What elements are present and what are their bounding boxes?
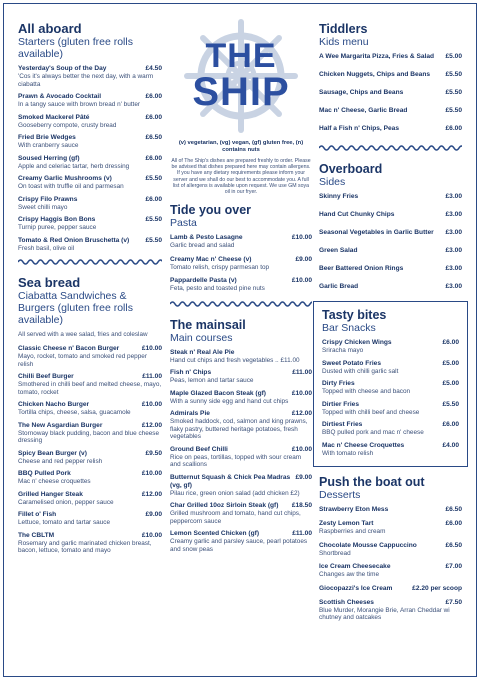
section-title: Sea bread	[18, 275, 81, 290]
menu-item-name-row	[18, 175, 162, 183]
wave-divider	[170, 299, 312, 308]
menu-item	[170, 277, 312, 293]
menu-item-name-row	[319, 125, 462, 133]
menu-item-name-row	[18, 65, 162, 73]
wave-divider	[319, 143, 462, 152]
menu-item	[319, 107, 462, 115]
column-right	[319, 22, 462, 628]
section-subtitle: Pasta	[170, 217, 197, 230]
menu-item-price: £9.00	[145, 511, 162, 519]
menu-item	[170, 502, 312, 525]
menu-item-name: Smoked Mackerel Pâté	[18, 113, 90, 121]
menu-item-name-row	[18, 237, 162, 245]
menu-item	[319, 53, 462, 61]
menu-item-name-row	[319, 53, 462, 61]
menu-item-name: Scottish Cheeses	[319, 598, 374, 606]
menu-item-name-row	[319, 229, 462, 237]
menu-item-name: Maple Glazed Bacon Steak (gf)	[170, 389, 266, 397]
menu-item	[322, 421, 459, 437]
menu-item-price: £10.00	[141, 401, 162, 409]
menu-item	[18, 422, 162, 445]
menu-item-name-row	[18, 470, 162, 478]
menu-item-description: Dusted with chilli garlic salt	[322, 367, 399, 375]
menu-item	[170, 446, 312, 469]
column-left	[18, 22, 162, 560]
menu-item-name: BBQ Pulled Pork	[18, 470, 71, 478]
menu-item-description: On toast with truffle oil and parmesan	[18, 183, 124, 190]
menu-item-price: £11.00	[142, 373, 162, 381]
menu-item-description: Grilled mushroom and tomato, hand cut chips, peppercorn sauce	[170, 510, 301, 525]
menu-item-name-row	[18, 155, 162, 163]
section-title: All aboard	[18, 21, 82, 36]
menu-item	[170, 234, 312, 250]
section-subtitle: Desserts	[319, 489, 361, 501]
menu-item-name-row	[18, 373, 162, 381]
menu-item	[170, 410, 312, 441]
menu-item-price: £6.00	[442, 421, 459, 428]
menu-item-name: Lemon Scented Chicken (gf)	[170, 530, 260, 538]
menu-item-price: £6.00	[445, 125, 462, 132]
menu-item	[18, 237, 162, 253]
menu-item-name: Grilled Hanger Steak	[18, 490, 83, 498]
menu-item-price: £12.00	[141, 421, 162, 429]
menu-item-price: £12.00	[291, 410, 312, 418]
section-subtitle: Starters (gluten free rolls available)	[18, 36, 133, 60]
menu-item-name: Half a Fish n' Chips, Peas	[319, 125, 399, 132]
section-subtitle: Ciabatta Sandwiches & Burgers (gluten free rolls available)	[18, 290, 133, 326]
wave-icon	[319, 143, 462, 152]
menu-item-price: £5.50	[445, 71, 462, 78]
menu-item-name: A Wee Margarita Pizza, Fries & Salad	[319, 53, 435, 60]
menu-item-name: Lamb & Pesto Lasagne	[170, 234, 243, 242]
menu-item-price: £3.00	[445, 211, 462, 218]
menu-item-description: Tomato relish, crispy parmesan top	[170, 263, 270, 271]
menu-item	[319, 89, 462, 97]
menu-item-price: £10.00	[291, 234, 312, 242]
menu-item-description: Caramelised onion, pepper sauce	[18, 498, 114, 506]
menu-item-name-row	[170, 349, 312, 357]
menu-item-name-row	[322, 401, 459, 409]
dietary-legend: (v) vegetarian, (vg) vegan, (gf) gluten free, (n) contains nuts	[178, 140, 304, 153]
menu-item-name: Dirty Fries	[322, 380, 355, 387]
menu-item-name-row	[170, 256, 312, 264]
menu-item-description: Rosemary and garlic marinated chicken breast, bacon, lettuce, tomato and mayo	[18, 539, 152, 555]
menu-item	[170, 256, 312, 272]
menu-item-price: £5.50	[445, 107, 462, 114]
menu-item-name: Soused Herring (gf)	[18, 154, 80, 162]
menu-item-name-row	[18, 450, 162, 458]
menu-item-description: Tortilla chips, cheese, salsa, guacamole	[18, 409, 131, 417]
menu-item-name-row	[319, 585, 462, 593]
menu-item-description: Smoked haddock, cod, salmon and king prawns, flaky pastry, buttered heritage potatoes, fresh vegetables	[170, 418, 308, 441]
menu-item-price: £10.00	[291, 445, 312, 453]
menu-item-name-row	[170, 410, 312, 418]
menu-item-description: Stornoway black pudding, bacon and blue cheese dressing	[18, 429, 160, 445]
menu-item-name: Dirtiest Fries	[322, 421, 363, 428]
menu-item-name-row	[170, 390, 312, 398]
menu-item-description: Feta, pesto and toasted pine nuts	[170, 285, 265, 293]
menu-item-price: £18.50	[291, 502, 312, 510]
menu-item-name: Chocolate Mousse Cappuccino	[319, 541, 417, 549]
menu-item-description: Apple and celeriac tartar, herb dressing	[18, 162, 130, 170]
menu-item-description: Gooseberry compote, crusty bread	[18, 121, 117, 129]
menu-item-price: £3.00	[445, 247, 462, 254]
menu-item-name: Strawberry Eton Mess	[319, 506, 389, 513]
tasty-bites-box	[313, 301, 468, 467]
menu-item-price: £7.00	[445, 563, 462, 570]
menu-item	[319, 247, 462, 255]
menu-item	[18, 114, 162, 130]
menu-item	[319, 542, 462, 558]
section-subtitle: Sides	[319, 176, 346, 188]
menu-item-name-row	[319, 107, 462, 115]
menu-item-price: £10.00	[141, 345, 162, 353]
menu-item-name: Spicy Bean Burger (v)	[18, 449, 87, 457]
section-title: Push the boat out	[319, 475, 425, 489]
menu-item-name: Giocopazzi's Ice Cream	[319, 584, 393, 592]
section-note: All served with a wee salad, fries and coleslaw	[18, 331, 148, 338]
menu-item-name-row	[319, 563, 462, 571]
menu-item-name-row	[18, 216, 162, 224]
menu-item-price: £3.00	[445, 229, 462, 236]
menu-item	[319, 229, 462, 237]
menu-item-price: £4.00	[442, 441, 459, 449]
menu-item-name-row	[319, 283, 462, 291]
menu-item-price: £6.00	[445, 520, 462, 527]
menu-item-name-row	[18, 511, 162, 519]
section-push	[319, 475, 462, 622]
menu-item-description: BBQ pulled pork and mac n' cheese	[322, 429, 424, 436]
menu-item	[319, 125, 462, 133]
ship-logo	[170, 18, 312, 136]
section-title: Overboard	[319, 162, 383, 176]
menu-item-price: £5.00	[445, 53, 462, 60]
menu-item-name: Dirtier Fries	[322, 400, 360, 408]
menu-item-name: Steak n' Real Ale Pie	[170, 348, 235, 356]
menu-item-description: Turnip puree, pepper sauce	[18, 224, 97, 231]
menu-item-name: Tomato & Red Onion Bruschetta (v)	[18, 236, 130, 244]
column-middle	[170, 14, 312, 558]
section-all-aboard	[18, 22, 162, 252]
menu-item-price: £6.00	[145, 93, 162, 100]
section-tide	[170, 203, 312, 293]
menu-item-name-row	[170, 369, 312, 377]
menu-item-description: Cheese and red pepper relish	[18, 457, 103, 465]
menu-item-description: Peas, lemon and tartar sauce	[170, 377, 254, 385]
menu-item-description: Mac n' cheese croquettes	[18, 478, 91, 486]
section-subtitle: Bar Snacks	[322, 322, 376, 334]
menu-item-price: £6.00	[145, 154, 162, 162]
menu-item	[322, 442, 459, 458]
menu-item-name-row	[170, 446, 312, 454]
menu-item-price: £9.50	[145, 449, 162, 457]
menu-item-name: Fillet o' Fish	[18, 511, 57, 519]
menu-item-price: £5.50	[145, 216, 162, 223]
menu-item-name: Creamy Garlic Mushrooms (v)	[18, 175, 112, 182]
menu-item-name: Prawn & Avocado Cocktail	[18, 93, 102, 100]
menu-item-description: With cranberry sauce	[18, 142, 79, 149]
menu-item	[18, 175, 162, 191]
menu-item	[322, 339, 459, 355]
menu-item-price: £12.00	[141, 490, 162, 498]
menu-item	[18, 401, 162, 417]
menu-item-price: £6.50	[445, 506, 462, 513]
menu-item-price: £6.50	[445, 541, 462, 549]
menu-item-name: Beer Battered Onion Rings	[319, 265, 404, 272]
menu-item-name-row	[18, 196, 162, 204]
section-mainsail	[170, 318, 312, 554]
menu-item-description: Garlic bread and salad	[170, 242, 235, 250]
menu-item-name: Mac n' Cheese, Garlic Bread	[319, 107, 408, 114]
wave-divider	[18, 257, 162, 266]
menu-item-name: Chilli Beef Burger	[18, 373, 74, 381]
menu-item-name: Admirals Pie	[170, 410, 210, 418]
menu-item-name: Mac n' Cheese Croquettes	[322, 441, 405, 449]
menu-item-name: Sweet Potato Fries	[322, 359, 381, 367]
menu-item-description: Lettuce, tomato and tartar sauce	[18, 519, 111, 527]
section-tiddlers	[319, 22, 462, 133]
menu-item-description: Pilau rice, green onion salad (add chicken £2)	[170, 489, 300, 497]
menu-item-price: £6.00	[145, 195, 162, 203]
menu-item-name-row	[18, 93, 162, 101]
menu-item-price: £5.00	[442, 359, 459, 367]
menu-item	[170, 390, 312, 406]
menu-item-description: In a tangy sauce with brown bread n' butter	[18, 101, 141, 108]
menu-item-description: 'Cos it's always better the next day, with a warm ciabatta	[18, 73, 154, 88]
menu-item-price: £10.00	[141, 470, 162, 478]
menu-item-name-row	[18, 134, 162, 142]
menu-item	[18, 532, 162, 555]
menu-item-price: £5.50	[145, 236, 162, 244]
menu-item-name-row	[319, 599, 462, 607]
menu-item-name-row	[319, 89, 462, 97]
menu-item-name-row	[319, 520, 462, 528]
menu-item-price: £10.00	[141, 531, 162, 539]
menu-item-description: Shortbread	[319, 549, 351, 557]
section-overboard	[319, 162, 462, 291]
menu-item-price: £2.20 per scoop	[412, 584, 462, 592]
menu-item-name-row	[322, 339, 459, 347]
menu-item	[319, 193, 462, 201]
menu-item-name: Chicken Nuggets, Chips and Beans	[319, 71, 431, 78]
menu-item	[319, 585, 462, 593]
menu-item-price: £5.00	[442, 380, 459, 387]
menu-item-name: Chicken Nacho Burger	[18, 401, 90, 409]
menu-item-description: Raspberries and cream	[319, 528, 386, 535]
menu-item-price: £4.50	[145, 65, 162, 72]
menu-item-description: Creamy garlic and parsley sauce, pearl potatoes and snow peas	[170, 538, 308, 553]
menu-item-name: Butternut Squash & Chick Pea Madras (vg, gf)	[170, 473, 291, 489]
menu-item	[322, 380, 459, 396]
menu-item-description: Topped with cheese and bacon	[322, 388, 411, 395]
menu-item-name: Seasonal Vegetables in Garlic Butter	[319, 229, 434, 236]
menu-item-description: Topped with chilli beef and cheese	[322, 408, 420, 416]
menu-item-name: Classic Cheese n' Bacon Burger	[18, 345, 120, 353]
menu-item-price: £6.00	[442, 339, 459, 346]
wave-icon	[170, 299, 312, 308]
menu-item-name: Char Grilled 10oz Sirloin Steak (gf)	[170, 502, 279, 510]
menu-item-name: The New Asgardian Burger	[18, 421, 103, 429]
menu-item	[18, 65, 162, 88]
menu-item	[18, 93, 162, 109]
menu-item	[18, 491, 162, 507]
section-title: The mainsail	[170, 317, 246, 332]
menu-item-name: Hand Cut Chunky Chips	[319, 211, 395, 218]
menu-item-description: With a sunny side egg and hand cut chips	[170, 397, 289, 405]
menu-item	[322, 360, 459, 376]
menu-item-name: Yesterday's Soup of the Day	[18, 65, 107, 72]
menu-item	[170, 474, 312, 498]
menu-item	[18, 511, 162, 527]
menu-item	[319, 506, 462, 514]
menu-item-name-row	[18, 114, 162, 122]
menu-item-name-row	[18, 491, 162, 499]
menu-item-name-row	[170, 502, 312, 510]
menu-item	[170, 369, 312, 385]
menu-item-name-row	[319, 506, 462, 514]
menu-item-name-row	[319, 193, 462, 201]
menu-item-description: Smothered in chilli beef and melted cheese, mayo, tomato, rocket	[18, 381, 162, 396]
wave-icon	[18, 257, 162, 266]
menu-item	[18, 345, 162, 368]
menu-item-name: Green Salad	[319, 247, 358, 254]
menu-item-description: Hand cut chips and fresh vegetables .. £11.00	[170, 356, 300, 364]
menu-item	[18, 216, 162, 232]
menu-item-name-row	[170, 530, 312, 538]
menu-item-name: Crispy Filo Prawns	[18, 195, 78, 203]
menu-item-name-row	[319, 247, 462, 255]
menu-item-name-row	[170, 234, 312, 242]
menu-item-name: Crispy Haggis Bon Bons	[18, 216, 96, 223]
menu-item-name-row	[18, 401, 162, 409]
menu-item-name-row	[322, 380, 459, 388]
menu-item-description: Mayo, rocket, tomato and smoked red pepper relish	[18, 353, 147, 368]
menu-item-price: £10.00	[291, 389, 312, 397]
section-title: Tasty bites	[322, 308, 387, 322]
menu-item	[319, 211, 462, 219]
menu-item	[18, 373, 162, 396]
menu-item-description: Sriracha mayo	[322, 347, 364, 354]
menu-item-name-row	[322, 421, 459, 429]
menu-item-price: £9.00	[295, 255, 312, 263]
menu-item	[319, 265, 462, 273]
menu-item-price: £11.00	[292, 369, 312, 377]
menu-item-name-row	[18, 532, 162, 540]
menu-item-description: Sweet chilli mayo	[18, 203, 68, 211]
menu-item-description: Changes aw the time	[319, 571, 380, 578]
menu-item-price: £5.50	[145, 175, 162, 182]
menu-item-name: Fried Brie Wedges	[18, 134, 76, 141]
menu-item-price: £7.50	[445, 598, 462, 606]
menu-item-description: Rice on peas, tortillas, topped with sour cream and scallions	[170, 453, 302, 469]
menu-item-description: With tomato relish	[322, 449, 374, 457]
section-title: Tide you over	[170, 203, 252, 218]
menu-item-price: £5.50	[445, 89, 462, 96]
menu-item	[18, 134, 162, 150]
menu-item-name: Ground Beef Chilli	[170, 445, 228, 453]
menu-item-name: Garlic Bread	[319, 283, 359, 290]
menu-item-price: £9.00	[295, 473, 312, 481]
logo-text: THE SHIP	[192, 37, 290, 114]
menu-item	[319, 71, 462, 79]
menu-item-name: Creamy Mac n' Cheese (v)	[170, 255, 252, 263]
menu-item-price: £3.00	[445, 265, 462, 272]
menu-item-name-row	[322, 360, 459, 368]
menu-item-name: Ice Cream Cheesecake	[319, 563, 391, 570]
menu-item-price: £3.00	[445, 283, 462, 290]
menu-item-price: £11.00	[292, 530, 312, 538]
menu-item-name: Crispy Chicken Wings	[322, 339, 392, 346]
menu-item	[319, 599, 462, 622]
menu-item	[18, 470, 162, 486]
menu-item-name: Zesty Lemon Tart	[319, 520, 374, 527]
section-title: Tiddlers	[319, 22, 368, 36]
menu-item	[170, 349, 312, 365]
menu-item-price: £5.50	[442, 400, 459, 408]
menu-item-name-row	[319, 542, 462, 550]
menu-item-name-row	[319, 211, 462, 219]
menu-item-name-row	[319, 71, 462, 79]
section-subtitle: Kids menu	[319, 36, 369, 48]
menu-item	[18, 155, 162, 171]
menu-item-name: Fish n' Chips	[170, 369, 212, 377]
menu-item-name: Sausage, Chips and Beans	[319, 89, 404, 96]
menu-item	[319, 283, 462, 291]
menu-item-price: £10.00	[291, 277, 312, 285]
menu-item	[18, 196, 162, 212]
menu-item-name-row	[170, 277, 312, 285]
menu-item-price: £6.50	[145, 134, 162, 141]
menu-item	[319, 563, 462, 579]
menu-item-name-row	[322, 442, 459, 450]
menu-item-name-row	[18, 422, 162, 430]
menu-item-price: £6.00	[145, 113, 162, 121]
allergen-note: All of The Ship's dishes are prepared freshly to order. Please be advised that dishes prepared here may contain allergens. If you have any dietary requirements please inform your server and we shall do our best to accommodate you. A full list of allergens is available upon request. We use GM soya oil in our fryer.	[171, 158, 311, 196]
menu-item	[319, 520, 462, 536]
section-sea-bread	[18, 276, 162, 555]
menu-item-name-row	[18, 345, 162, 353]
menu-item	[322, 401, 459, 417]
menu-item-name-row	[170, 474, 312, 490]
menu-item-name: The CBLTM	[18, 531, 55, 539]
menu-item-price: £3.00	[445, 193, 462, 200]
section-subtitle: Main courses	[170, 331, 233, 344]
menu-item-name: Skinny Fries	[319, 193, 359, 200]
menu-item-name-row	[319, 265, 462, 273]
menu-item-description: Fresh basil, olive oil	[18, 244, 75, 252]
menu-item-name: Pappardelle Pasta (v)	[170, 277, 237, 285]
menu-item	[18, 450, 162, 466]
menu-item-description: Blue Murder, Morangie Brie, Arran Cheddar wi chutney and oatcakes	[319, 606, 450, 621]
menu-item	[170, 530, 312, 553]
